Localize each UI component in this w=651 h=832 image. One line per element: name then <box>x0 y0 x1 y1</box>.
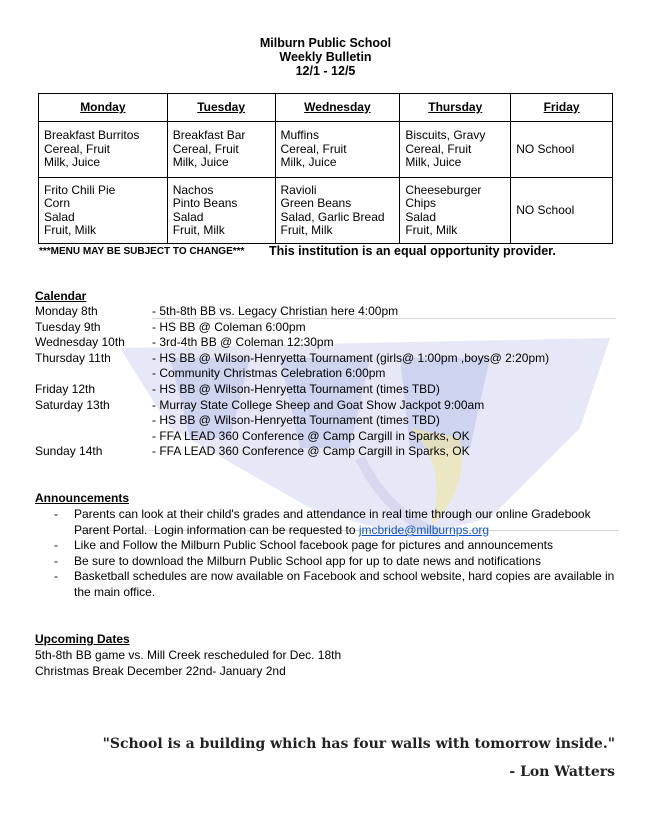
calendar-event: - HS BB @ Coleman 6:00pm <box>152 319 306 334</box>
calendar-row <box>35 381 440 398</box>
menu-item: NO School <box>516 202 575 217</box>
calendar-day: Monday 8th <box>35 304 98 318</box>
menu-item: Green Beans <box>280 196 352 210</box>
bulletin-dates: 12/1 - 12/5 <box>295 64 356 78</box>
day-header: Wednesday <box>275 94 400 122</box>
school-name: Milburn Public School <box>259 36 392 50</box>
calendar-event: - Community Christmas Celebration 6:00pm <box>152 366 386 381</box>
menu-item: Milk, Juice <box>44 155 101 170</box>
announcement-item: the main office. <box>74 585 156 599</box>
announcements-heading: Announcements <box>35 491 130 505</box>
upcoming-item: Christmas Break December 22nd- January 2nd <box>35 664 286 678</box>
calendar-event: - FFA LEAD 360 Conference @ Camp Cargill in Sparks, OK <box>152 428 470 443</box>
day-header: Tuesday <box>167 94 275 122</box>
bullet: - <box>54 569 58 583</box>
calendar-row <box>35 350 550 367</box>
calendar-day: Sunday 14th <box>35 444 103 459</box>
calendar-day: Friday 12th <box>35 381 96 396</box>
menu-cell <box>39 122 168 178</box>
announcement-item: Basketball schedules are now available on Facebook and school website, hard copies are available in <box>74 569 615 583</box>
breakfast-row <box>39 122 613 178</box>
menu-item: Frito Chili Pie <box>44 182 116 197</box>
menu-item: Milk, Juice <box>172 155 229 170</box>
menu-cell <box>400 178 511 244</box>
menu-item: Biscuits, Gravy <box>405 128 486 143</box>
calendar-event: - HS BB @ Wilson-Henryetta Tournament (times TBD) <box>152 413 440 428</box>
menu-table <box>38 93 613 244</box>
day-header: Monday <box>39 94 168 122</box>
lunch-row <box>39 178 613 244</box>
menu-item: Fruit, Milk <box>44 223 96 237</box>
menu-item: Pinto Beans <box>172 196 238 210</box>
menu-item: Ravioli <box>280 182 317 197</box>
calendar-day: Thursday 11th <box>35 350 111 365</box>
announcement-item <box>74 523 489 537</box>
menu-item: Salad, Garlic Bread <box>280 209 385 224</box>
calendar-event: - 3rd-4th BB @ Coleman 12:30pm <box>152 335 334 350</box>
menu-item: Salad <box>172 209 204 224</box>
calendar-event: - FFA LEAD 360 Conference @ Camp Cargill in Sparks, OK <box>152 444 470 459</box>
menu-cell <box>275 178 400 244</box>
menu-item: Cereal, Fruit <box>280 141 347 156</box>
bulletin-title: Weekly Bulletin <box>279 50 372 64</box>
upcoming-item: 5th-8th BB game vs. Mill Creek rescheduled for Dec. 18th <box>35 648 342 662</box>
menu-header-row <box>39 94 613 122</box>
announcement-item: Like and Follow the Milburn Public School facebook page for pictures and announcements <box>74 538 553 552</box>
quote-text: "School is a building which has four walls with tomorrow inside." <box>102 736 615 752</box>
menu-item: Fruit, Milk <box>172 223 225 237</box>
calendar-row <box>35 319 306 336</box>
email-link[interactable]: jmcbride@milburnps.org <box>358 523 490 537</box>
calendar-row <box>35 366 386 382</box>
calendar-event: - 5th-8th BB vs. Legacy Christian here 4:00pm <box>152 304 399 318</box>
bullet: - <box>54 507 58 521</box>
menu-item: Salad <box>405 209 437 224</box>
menu-item: Fruit, Milk <box>280 223 333 237</box>
menu-item: Breakfast Burritos <box>44 128 140 143</box>
menu-item: Corn <box>44 196 71 210</box>
calendar-event: - HS BB @ Wilson-Henryetta Tournament (girls@ 1:00pm ,boys@ 2:20pm) <box>152 350 550 365</box>
calendar-event: - HS BB @ Wilson-Henryetta Tournament (times TBD) <box>152 381 440 396</box>
announcement-item: Be sure to download the Milburn Public School app for up to date news and notifications <box>74 554 541 568</box>
menu-item: Salad <box>44 209 75 224</box>
menu-cell <box>167 122 275 178</box>
calendar-row <box>35 335 334 351</box>
calendar-row <box>35 428 470 445</box>
announcement-item: Parents can look at their child's grades and attendance in real time through our online Gradebook <box>74 507 591 521</box>
calendar-list <box>35 304 550 460</box>
menu-cell <box>511 178 613 244</box>
calendar-event: - Murray State College Sheep and Goat Show Jackpot 9:00am <box>152 397 485 412</box>
menu-item: Cereal, Fruit <box>44 141 111 156</box>
calendar-row <box>35 304 399 320</box>
menu-item: Cereal, Fruit <box>172 141 239 156</box>
menu-item: Cereal, Fruit <box>405 141 472 156</box>
menu-cell <box>511 122 613 178</box>
quote-author: - Lon Watters <box>509 764 615 780</box>
menu-item: Nachos <box>172 182 214 197</box>
menu-item: Milk, Juice <box>405 155 462 170</box>
menu-cell <box>275 122 400 178</box>
menu-change-note: ***MENU MAY BE SUBJECT TO CHANGE*** <box>39 246 245 257</box>
menu-item: Fruit, Milk <box>405 223 458 237</box>
menu-item: Breakfast Bar <box>172 128 246 143</box>
announcement-text: Parent Portal. Login information can be requested to <box>74 523 359 537</box>
calendar-day: Tuesday 9th <box>35 319 101 334</box>
day-header: Friday <box>511 94 613 122</box>
upcoming-heading: Upcoming Dates <box>35 632 130 646</box>
menu-cell <box>400 122 511 178</box>
menu-item: Chips <box>405 196 436 210</box>
bullet: - <box>54 554 58 568</box>
calendar-day: Saturday 13th <box>35 397 110 412</box>
menu-item: NO School <box>516 141 575 156</box>
calendar-day: Wednesday 10th <box>35 335 125 350</box>
day-header: Thursday <box>400 94 511 122</box>
menu-item: Cheeseburger <box>405 182 482 197</box>
bullet: - <box>54 538 58 552</box>
calendar-row <box>35 444 470 460</box>
equal-opportunity-statement: This institution is an equal opportunity provider. <box>269 244 556 258</box>
calendar-row <box>35 413 440 429</box>
menu-item: Milk, Juice <box>280 155 337 170</box>
menu-cell <box>167 178 275 244</box>
menu-item: Muffins <box>280 128 319 143</box>
menu-cell <box>39 178 168 244</box>
calendar-heading: Calendar <box>35 289 87 303</box>
calendar-row <box>35 397 485 414</box>
